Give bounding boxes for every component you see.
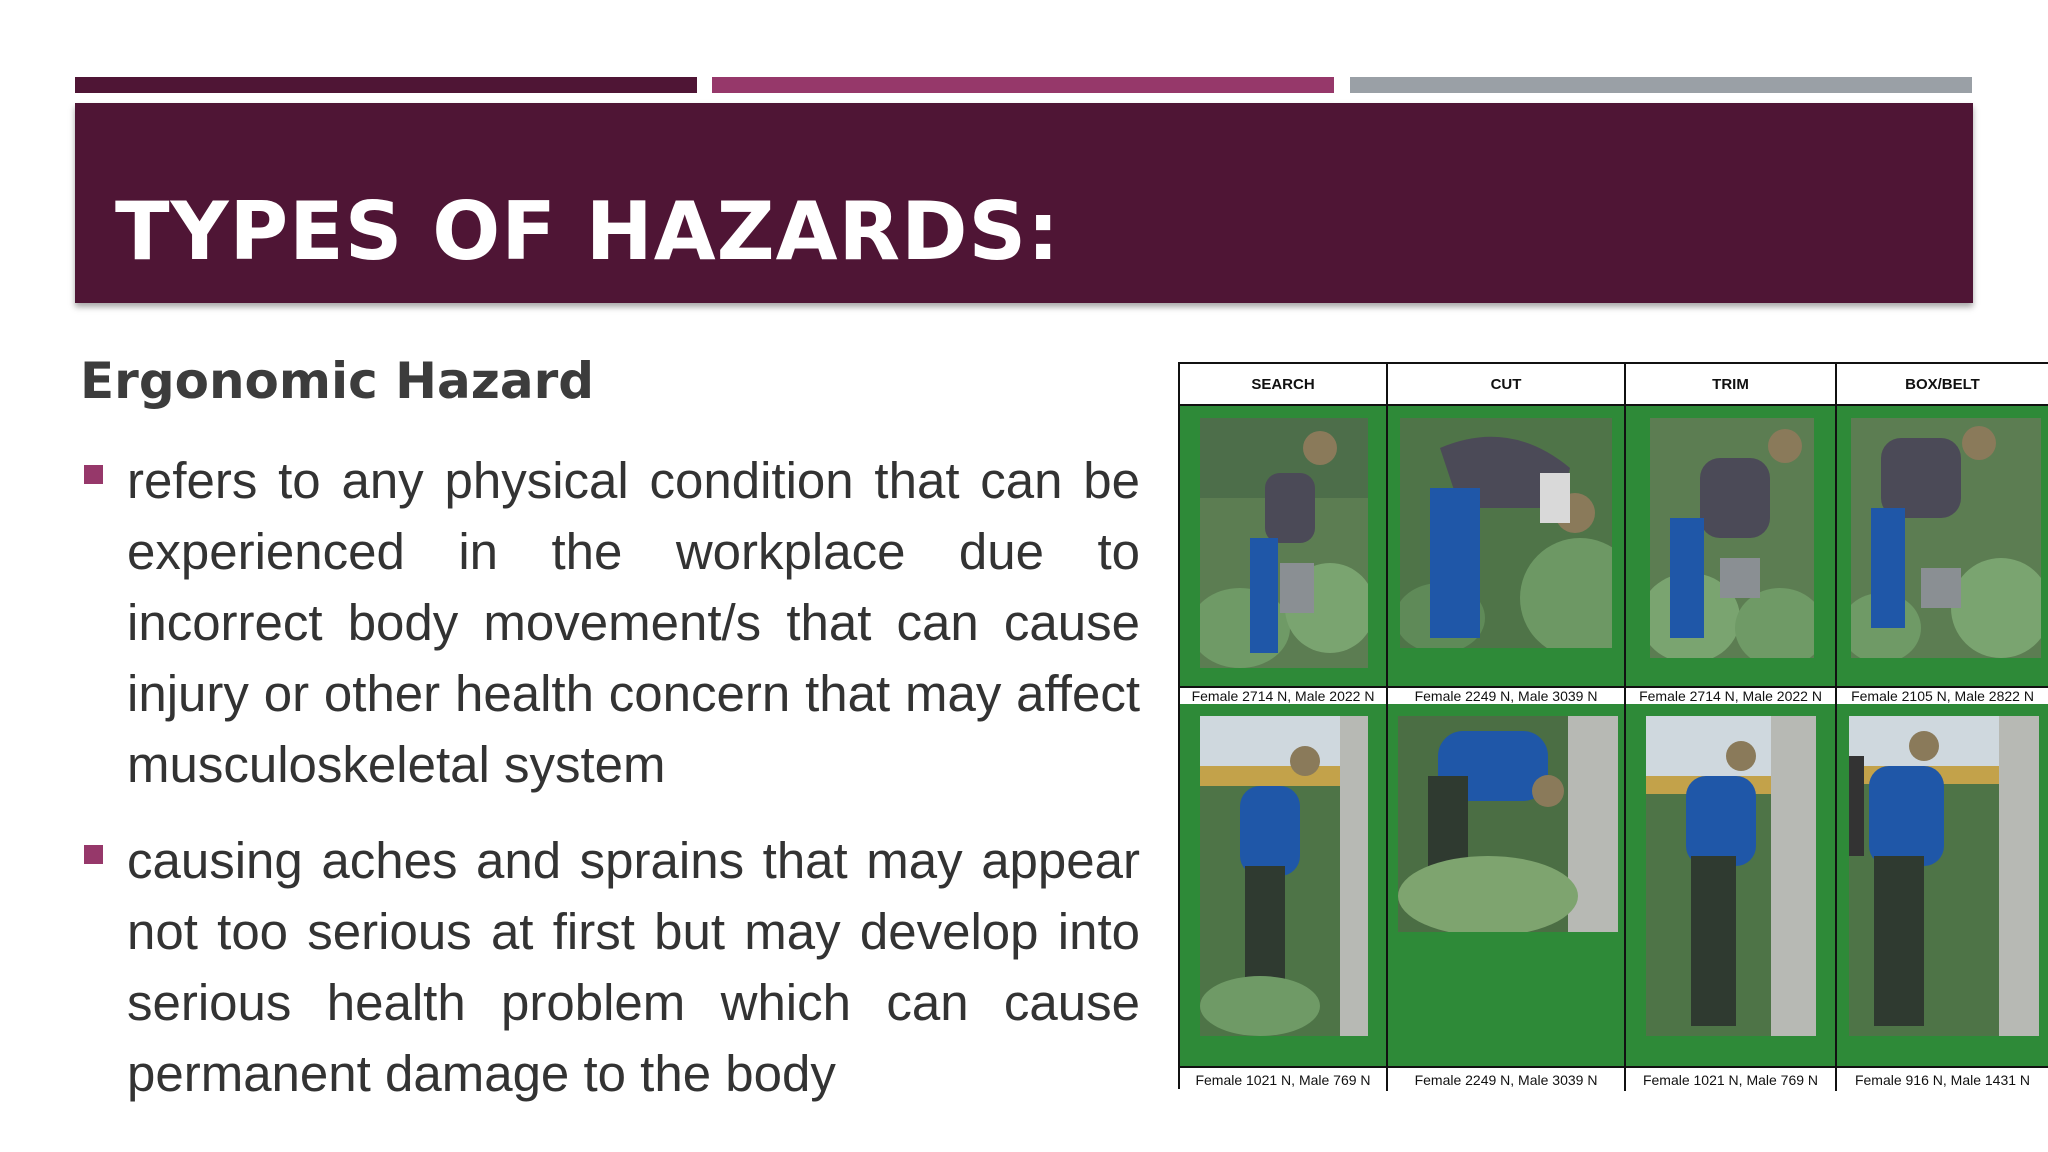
bullet-text: refers to any physical condition that can be experienced in the workplace due to incorrect body movement/s that can cause injury or other health concern that may affect musculoskeletal system: [127, 452, 1140, 793]
bullet-marker: [84, 465, 103, 484]
photo-trim-1: [1626, 406, 1837, 686]
column-header-cut: CUT: [1388, 364, 1626, 406]
caption-cut-2: Female 2249 N, Male 3039 N: [1388, 1066, 1626, 1091]
harvest-task-figure: [1178, 362, 2048, 1089]
photo-search-1: [1180, 406, 1388, 686]
bullet-item: [80, 445, 1140, 800]
caption-trim-1: Female 2714 N, Male 2022 N: [1626, 686, 1837, 704]
subheading: Ergonomic Hazard: [80, 352, 595, 410]
accent-bar-magenta: [712, 77, 1334, 93]
photo-box-belt-2: [1837, 704, 2048, 1066]
caption-box-belt-2: Female 916 N, Male 1431 N: [1837, 1066, 2048, 1091]
title-banner: [75, 103, 1973, 303]
worker-photo: [1646, 716, 1816, 1036]
caption-search-2: Female 1021 N, Male 769 N: [1180, 1066, 1388, 1091]
photo-cut-2: [1388, 704, 1626, 1066]
worker-photo: [1398, 716, 1618, 932]
caption-trim-2: Female 1021 N, Male 769 N: [1626, 1066, 1837, 1091]
column-header-trim: TRIM: [1626, 364, 1837, 406]
slide-title: TYPES OF HAZARDS:: [115, 185, 1061, 278]
worker-photo: [1200, 716, 1368, 1036]
bullet-marker: [84, 845, 103, 864]
bullet-text: causing aches and sprains that may appear not too serious at first but may develop into serious health problem which can cause permanent damage to the body: [127, 832, 1140, 1102]
worker-photo: [1650, 418, 1814, 658]
figure-grid: [1178, 362, 2048, 1089]
photo-trim-2: [1626, 704, 1837, 1066]
caption-search-1: Female 2714 N, Male 2022 N: [1180, 686, 1388, 704]
bullet-list: [80, 445, 1140, 1134]
accent-bar-dark: [75, 77, 697, 93]
worker-photo: [1400, 418, 1612, 648]
bullet-item: [80, 825, 1140, 1109]
photo-search-2: [1180, 704, 1388, 1066]
accent-bar-gray: [1350, 77, 1972, 93]
column-header-search: SEARCH: [1180, 364, 1388, 406]
photo-cut-1: [1388, 406, 1626, 686]
worker-photo: [1851, 418, 2041, 658]
worker-photo: [1200, 418, 1368, 668]
caption-cut-1: Female 2249 N, Male 3039 N: [1388, 686, 1626, 704]
caption-box-belt-1: Female 2105 N, Male 2822 N: [1837, 686, 2048, 704]
column-header-box-belt: BOX/BELT: [1837, 364, 2048, 406]
worker-photo: [1849, 716, 2039, 1036]
photo-box-belt-1: [1837, 406, 2048, 686]
